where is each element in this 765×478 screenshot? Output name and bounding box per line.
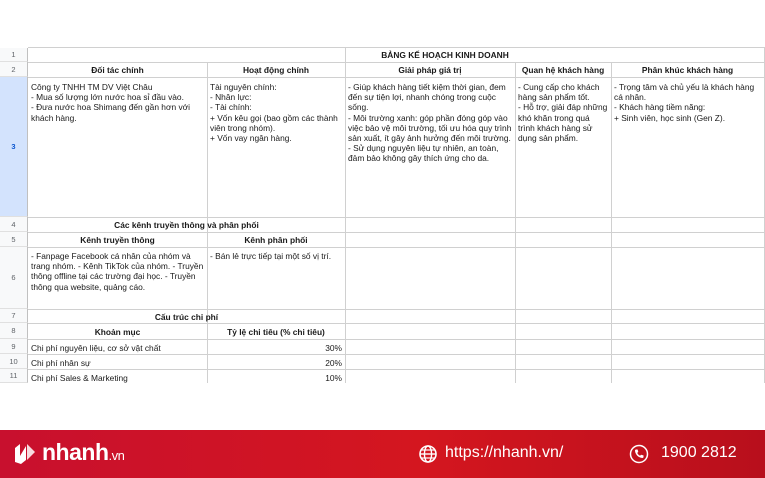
nhanh-logo-icon — [12, 440, 38, 466]
cell-partners[interactable]: Công ty TNHH TM DV Việt Châu - Mua số lượng lớn nước hoa sỉ đầu vào. - Đưa nước hoa Shimang đến gần hơn với khách hàng. — [31, 82, 190, 123]
footer-banner — [0, 430, 765, 478]
row-header-9[interactable]: 9 — [0, 339, 28, 354]
row-header-7[interactable]: 7 — [0, 309, 28, 323]
header-distribution-channels[interactable]: Kênh phân phối — [244, 235, 308, 245]
row-header-2[interactable]: 2 — [0, 62, 28, 77]
cost-item[interactable]: Chi phí Sales & Marketing — [31, 373, 128, 383]
sheet-title[interactable]: BẢNG KẾ HOẠCH KINH DOANH — [381, 50, 509, 60]
row-header-10[interactable]: 10 — [0, 354, 28, 369]
row-header-6[interactable]: 6 — [0, 247, 28, 309]
brand-name: nhanh — [42, 439, 109, 465]
header-communication-channels[interactable]: Kênh truyền thông — [80, 235, 155, 245]
globe-icon — [418, 444, 438, 464]
cell-customer-relations[interactable]: - Cung cấp cho khách hàng sản phẩm tốt. - Hỗ trợ, giải đáp những khó khăn trong quá trình khách hàng sử dụng sản phẩm. — [518, 82, 608, 144]
cell-activities[interactable]: Tài nguyên chính: - Nhân lực: - Tài chính: + Vốn kêu gọi (bao gồm các thành viên trong nhóm). + Vốn vay ngân hàng. — [210, 82, 338, 144]
row-header-1[interactable]: 1 — [0, 48, 28, 62]
cost-rate[interactable]: 10% — [325, 373, 342, 383]
row-header-5[interactable]: 5 — [0, 232, 28, 247]
section-cost-structure-title[interactable]: Cấu trúc chi phí — [154, 312, 219, 322]
header-key-partners[interactable]: Đối tác chính — [91, 65, 144, 75]
cost-rate[interactable]: 30% — [325, 343, 342, 353]
header-cost-item[interactable]: Khoản mục — [94, 327, 141, 337]
section-channels-title[interactable]: Các kênh truyền thông và phân phối — [114, 220, 259, 230]
website-link[interactable]: https://nhanh.vn/ — [445, 444, 564, 461]
cell-value-proposition[interactable]: - Giúp khách hàng tiết kiệm thời gian, đem đến sự tiện lợi, nhanh chóng trong cuộc sống. - Môi trường xanh: góp phần đóng góp vào việc bảo vệ môi trường, tối ưu hóa quy trình sản xuất, ít gây ảnh hưởng đến môi trường. - Sử dụng nguyên liệu tự nhiên, an toàn, đảm bảo không gây thích ứng cho da. — [348, 82, 512, 164]
cell-customer-segments[interactable]: - Trọng tâm và chủ yếu là khách hàng cá nhân. - Khách hàng tiềm năng: + Sinh viên, học sinh (Gen Z). — [614, 82, 755, 123]
phone-icon — [629, 444, 649, 464]
cell-distribution-channels[interactable]: - Bán lẻ trực tiếp tại một số vị trí. — [210, 251, 332, 261]
brand-logo[interactable] — [42, 439, 124, 466]
row-header-3[interactable]: 3 — [0, 77, 28, 217]
brand-suffix: .vn — [108, 448, 125, 463]
cost-item[interactable]: Chi phí nguyên liệu, cơ sở vật chất — [31, 343, 161, 353]
header-customer-relations[interactable]: Quan hệ khách hàng — [521, 65, 605, 75]
cost-item[interactable]: Chi phí nhân sự — [31, 358, 91, 368]
header-key-activities[interactable]: Hoạt động chính — [242, 65, 310, 75]
row-header-4[interactable]: 4 — [0, 217, 28, 232]
row-header-11[interactable]: 11 — [0, 369, 28, 383]
cell-communication-channels[interactable]: - Fanpage Facebook cá nhân của nhóm và trang nhóm. - Kênh TikTok của nhóm. - Truyền thông offline tại các trường đại học. - Truyền thông qua website, quảng cáo. — [31, 251, 204, 292]
row-header-8[interactable]: 8 — [0, 323, 28, 339]
header-cost-rate[interactable]: Tỷ lệ chi tiêu (% chi tiêu) — [227, 327, 325, 337]
cost-rate[interactable]: 20% — [325, 358, 342, 368]
hotline-number[interactable]: 1900 2812 — [661, 444, 737, 461]
header-value-proposition[interactable]: Giải pháp giá trị — [398, 65, 462, 75]
header-customer-segments[interactable]: Phân khúc khách hàng — [641, 65, 734, 75]
